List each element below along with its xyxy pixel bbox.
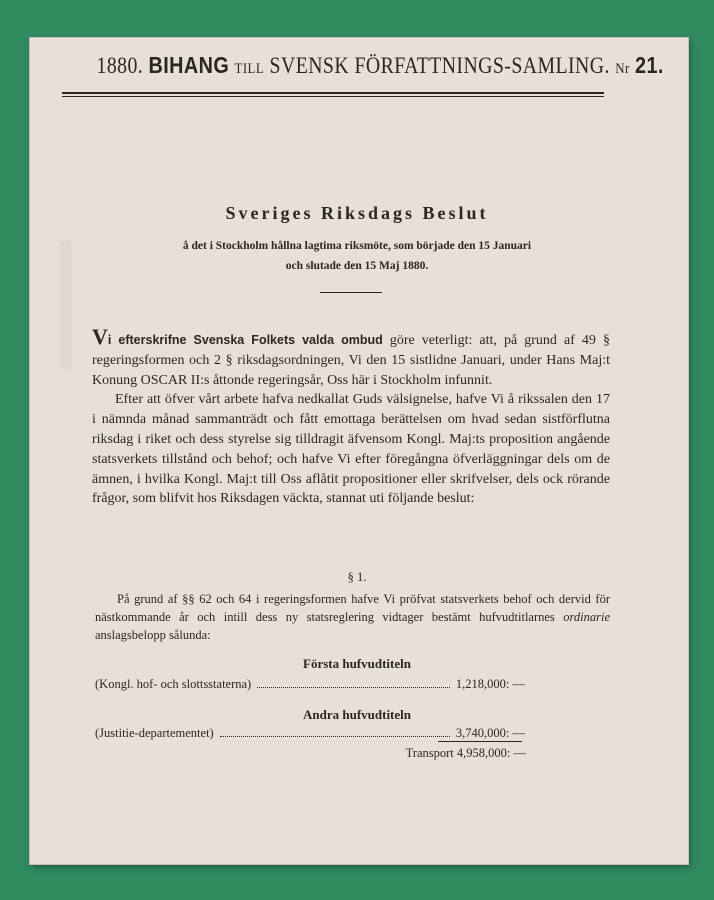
header-number: 21. (635, 52, 664, 78)
paragraph-1-lead: i efterskrifne Svenska Folkets valda ombud (107, 333, 383, 347)
entry-label-1: (Kongl. hof- och slottsstaterna) (95, 677, 252, 691)
header-rule-thin (62, 96, 604, 97)
transport-label: Transport (405, 746, 454, 760)
entry-label-2: (Justitie-departementet) (95, 726, 214, 740)
document-title: Sveriges Riksdags Beslut (225, 203, 489, 223)
document-subtitle (110, 236, 604, 276)
drop-initial: V (92, 324, 108, 349)
subtitle-line-2: och slutade den 15 Maj 1880. (285, 260, 429, 272)
leader-dots-1 (257, 687, 450, 688)
sum-underline (438, 741, 522, 742)
budget-entry-1 (95, 677, 525, 692)
paper-stain (60, 240, 72, 370)
paragraph-1-rest: göre veterligt: att, på grund af 49 § regeringsformen och 2 § riksdagsordningen, Vi den 15 sistlidne Januari, under Hans Maj:t Konung OSCAR II:s åttonde regeringsår, Oss här i Stockholm infunnit. (92, 333, 610, 388)
title-heading-1: Första hufvudtiteln (303, 656, 411, 671)
header-bihang: BIHANG (148, 52, 230, 78)
section-text-after: anslagsbelopp sålunda: (95, 628, 211, 642)
header-rule-thick (62, 92, 604, 94)
paragraph-1 (92, 324, 610, 390)
leader-dots-2 (220, 736, 450, 737)
section-text-before: På grund af §§ 62 och 64 i regeringsformen hafve Vi pröfvat statsverkets behof och dervid för nästkommande år och intill dess ny statsreglering vidtager bestämt hufvudtitlarnes (95, 592, 610, 624)
budget-entry-2 (95, 726, 525, 741)
paragraph-2: Efter att öfver vårt arbete hafva nedkallat Guds välsignelse, hafve Vi å rikssalen den 17 i nämnda månad sammanträdt och fått emottaga berättelsen om hvad sedan sistförflutna riksdag i riket och dess styrelse sig tilldragit äfvensom Kongl. Maj:ts proposition angående statsverkets tillstånd och behof; och hafve Vi efter föregångna öfverläggningar dels om de ämnen, i hvilka Kongl. Maj:t till Oss aflåtit propositioner eller skrifvelser, dels ock rörande frågor, som blifvit hos Riksdagen väckta, stannat uti följande beslut: (92, 392, 610, 507)
entry-amount-2: 3,740,000: — (455, 726, 525, 740)
section-label: § 1. (347, 570, 367, 584)
title-heading-2: Andra hufvudtiteln (303, 707, 411, 722)
entry-amount-1: 1,218,000: — (455, 677, 525, 691)
subtitle-line-1: å det i Stockholm hållna lagtima riksmöte, som började den 15 Januari (182, 240, 532, 252)
section-paragraph (95, 590, 610, 644)
transport-line (380, 746, 526, 761)
header-till: TILL (234, 61, 265, 77)
body-text (92, 324, 610, 509)
header-year: 1880. (96, 53, 144, 78)
section-text-italic: ordinarie (563, 610, 610, 624)
page-header (96, 52, 664, 79)
title-divider (320, 292, 382, 293)
section-text (95, 590, 610, 644)
header-no-label: Nr (615, 61, 630, 77)
transport-amount: 4,958,000: — (456, 746, 526, 760)
header-rest: SVENSK FÖRFATTNINGS-SAMLING. (269, 53, 610, 78)
